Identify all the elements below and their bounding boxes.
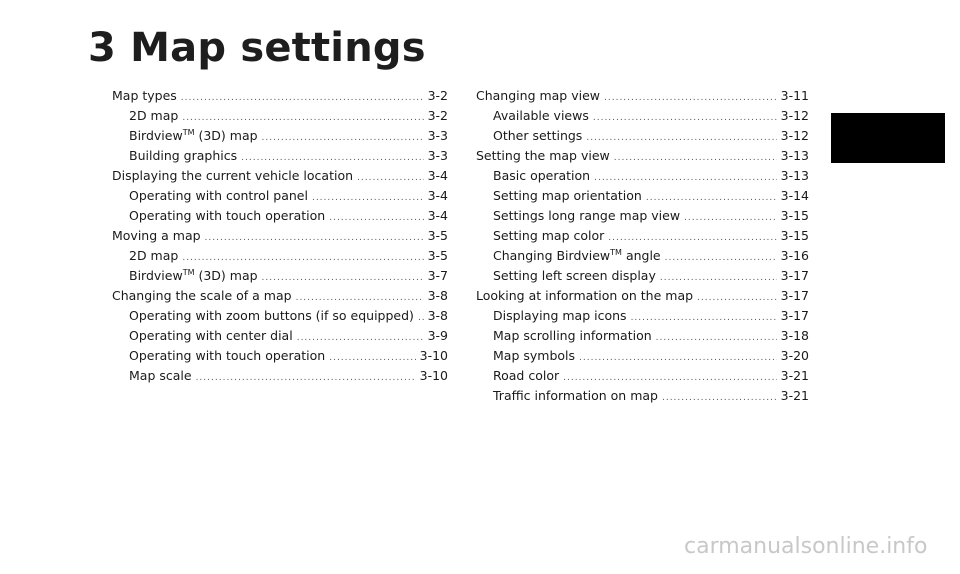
dot-leader: [262, 128, 424, 148]
toc-entry-text: Looking at information on the map: [476, 288, 694, 303]
toc-page-number: 3-15: [780, 228, 809, 243]
toc-entry-label: [493, 306, 627, 326]
toc-page-number: 3-8: [427, 308, 448, 323]
dot-leader: [665, 248, 777, 268]
dot-leader: [604, 88, 777, 108]
toc-page-number: 3-13: [780, 168, 809, 183]
toc-entry-label: [493, 126, 582, 146]
chapter-tab-marker: [831, 113, 945, 163]
toc-subentry[interactable]: [476, 246, 809, 266]
dot-leader: [594, 168, 777, 188]
toc-page-number: 3-5: [427, 248, 448, 263]
toc-subentry[interactable]: [476, 386, 809, 406]
toc-entry-text: Birdview: [129, 268, 183, 283]
toc-subentry[interactable]: [112, 346, 448, 366]
toc-page-number: 3-10: [419, 368, 448, 383]
toc-page-number: 3-2: [427, 88, 448, 103]
toc-entry-label: [493, 366, 559, 386]
toc-page-number: 3-15: [780, 208, 809, 223]
toc-page-number: 3-17: [780, 268, 809, 283]
dot-leader: [608, 228, 776, 248]
toc-page-number: 3-9: [427, 328, 448, 343]
toc-subentry[interactable]: [112, 326, 448, 346]
toc-subentry[interactable]: [476, 326, 809, 346]
toc-entry-label: [112, 166, 353, 186]
toc-right-column: [476, 86, 809, 406]
toc-entry-text: 2D map: [129, 248, 179, 263]
toc-entry-text: Operating with touch operation: [129, 208, 326, 223]
toc-entry-text: Road color: [493, 368, 560, 383]
toc-page-number: 3-17: [780, 288, 809, 303]
toc-page-number: 3-13: [780, 148, 809, 163]
toc-page-number: 3-3: [427, 148, 448, 163]
toc-page-number: 3-7: [427, 268, 448, 283]
toc-entry-text: Map scrolling information: [493, 328, 652, 343]
dot-leader: [357, 168, 424, 188]
toc-subentry[interactable]: [112, 126, 448, 146]
toc-entry-text: Changing Birdview: [493, 248, 611, 263]
toc-page-number: 3-21: [780, 368, 809, 383]
toc-entry-label: [129, 126, 258, 146]
toc-entry-text: Operating with center dial: [129, 328, 293, 343]
dot-leader: [297, 328, 424, 348]
toc-page-number: 3-16: [780, 248, 809, 263]
dot-leader: [329, 348, 415, 368]
toc-page-number: 3-2: [427, 108, 448, 123]
toc-entry-text: Setting left screen display: [493, 268, 656, 283]
toc-entry-text: Traffic information on map: [493, 388, 658, 403]
toc-entry-label: [493, 106, 589, 126]
dot-leader: [684, 208, 777, 228]
toc-subentry[interactable]: [476, 346, 809, 366]
toc-entry-text: Operating with touch operation: [129, 348, 326, 363]
toc-entry-text: Setting the map view: [476, 148, 610, 163]
dot-leader: [182, 248, 423, 268]
toc-page-number: 3-5: [427, 228, 448, 243]
toc-entry-text: Map types: [112, 88, 177, 103]
toc-entry-text: 2D map: [129, 108, 179, 123]
toc-entry-text: Displaying the current vehicle location: [112, 168, 354, 183]
toc-entry-text: Map scale: [129, 368, 192, 383]
toc-entry-label: [129, 366, 192, 386]
toc-subentry[interactable]: [476, 106, 809, 126]
toc-subentry[interactable]: [112, 366, 448, 386]
toc-subentry[interactable]: [112, 246, 448, 266]
toc-page-number: 3-3: [427, 128, 448, 143]
toc-entry-text: Map symbols: [493, 348, 576, 363]
toc-entry-text: Moving a map: [112, 228, 201, 243]
toc-subentry[interactable]: [112, 206, 448, 226]
dot-leader: [296, 288, 424, 308]
dot-leader: [614, 148, 777, 168]
toc-page-number: 3-18: [780, 328, 809, 343]
toc-entry-label: [493, 326, 652, 346]
toc-subentry[interactable]: [476, 126, 809, 146]
dot-leader: [579, 348, 777, 368]
toc-entry-label: [493, 386, 658, 406]
toc-entry-label: [493, 226, 604, 246]
toc-entry[interactable]: [112, 166, 448, 186]
toc-entry-label: [493, 246, 661, 266]
dot-leader: [312, 188, 424, 208]
toc-subentry[interactable]: [476, 166, 809, 186]
toc-entry-label: [129, 146, 237, 166]
toc-entry[interactable]: [112, 286, 448, 306]
toc-subentry[interactable]: [112, 306, 448, 326]
toc-entry-text: Operating with zoom buttons (if so equipped): [129, 308, 414, 323]
dot-leader: [660, 268, 777, 288]
toc-entry-text: Available views: [493, 108, 589, 123]
toc-entry-label: [493, 206, 680, 226]
toc-entry-label: [129, 246, 178, 266]
dot-leader: [262, 268, 424, 288]
toc-entry-label: [129, 306, 414, 326]
dot-leader: [697, 288, 777, 308]
toc-entry-label: [129, 106, 178, 126]
toc-page-number: 3-4: [427, 188, 448, 203]
dot-leader: [182, 108, 423, 128]
toc-entry[interactable]: [112, 226, 448, 246]
toc-left-column: [112, 86, 448, 386]
toc-entry-label: [129, 266, 258, 286]
toc-subentry[interactable]: [476, 266, 809, 286]
toc-page-number: 3-20: [780, 348, 809, 363]
toc-entry-label: [112, 286, 292, 306]
toc-entry-text: Setting map orientation: [493, 188, 642, 203]
toc-entry-label: [129, 186, 308, 206]
toc-page-number: 3-17: [780, 308, 809, 323]
watermark: carmanualsonline.info: [684, 534, 928, 559]
toc-entry-text: Other settings: [493, 128, 583, 143]
toc-entry[interactable]: [476, 146, 809, 166]
dot-leader: [205, 228, 424, 248]
toc-subentry[interactable]: [476, 226, 809, 246]
trademark-mark: TM: [610, 248, 622, 257]
dot-leader: [656, 328, 777, 348]
toc-entry[interactable]: [476, 86, 809, 106]
toc-page-number: 3-4: [427, 208, 448, 223]
toc-entry-label: [493, 186, 642, 206]
toc-subentry[interactable]: [476, 306, 809, 326]
toc-entry-text: Birdview: [129, 128, 183, 143]
toc-subentry[interactable]: [112, 186, 448, 206]
toc-entry-label: [493, 346, 575, 366]
dot-leader: [593, 108, 777, 128]
dot-leader: [418, 308, 424, 328]
toc-entry-label: [112, 86, 177, 106]
dot-leader: [181, 88, 424, 108]
toc-entry-label: [493, 166, 590, 186]
toc-entry-label: [476, 286, 693, 306]
toc-entry-label: [129, 206, 325, 226]
dot-leader: [563, 368, 777, 388]
dot-leader: [329, 208, 423, 228]
toc-entry[interactable]: [112, 86, 448, 106]
toc-entry-text: Operating with control panel: [129, 188, 308, 203]
toc-page-number: 3-21: [780, 388, 809, 403]
toc-entry-label: [476, 146, 610, 166]
toc-subentry[interactable]: [112, 266, 448, 286]
toc-page-number: 3-10: [419, 348, 448, 363]
dot-leader: [662, 388, 777, 408]
toc-entry-text: Setting map color: [493, 228, 605, 243]
toc-page-number: 3-8: [427, 288, 448, 303]
toc-entry-label: [129, 326, 293, 346]
toc-entry-text: Changing the scale of a map: [112, 288, 292, 303]
toc-entry-label: [129, 346, 325, 366]
toc-page-number: 3-11: [780, 88, 809, 103]
toc-subentry[interactable]: [112, 146, 448, 166]
toc-entry[interactable]: [476, 286, 809, 306]
toc-subentry[interactable]: [476, 366, 809, 386]
toc-entry-text: Basic operation: [493, 168, 591, 183]
trademark-mark: TM: [182, 268, 195, 277]
toc-entry-text: Displaying map icons: [493, 308, 627, 323]
toc-page-number: 3-12: [780, 108, 809, 123]
toc-page-number: 3-12: [780, 128, 809, 143]
dot-leader: [586, 128, 776, 148]
toc-entry-text: Building graphics: [129, 148, 238, 163]
toc-entry-label: [112, 226, 201, 246]
dot-leader: [241, 148, 423, 168]
toc-entry-label: [493, 266, 656, 286]
dot-leader: [631, 308, 777, 328]
chapter-title: 3 Map settings: [88, 25, 426, 71]
toc-entry-text-suffix: angle: [621, 248, 661, 263]
toc-entry-text: Settings long range map view: [493, 208, 681, 223]
dot-leader: [646, 188, 777, 208]
toc-subentry[interactable]: [476, 186, 809, 206]
toc-entry-label: [476, 86, 600, 106]
trademark-mark: TM: [182, 128, 195, 137]
toc-subentry[interactable]: [112, 106, 448, 126]
toc-page-number: 3-4: [427, 168, 448, 183]
toc-entry-text-suffix: (3D) map: [194, 128, 258, 143]
toc-entry-text: Changing map view: [476, 88, 600, 103]
toc-subentry[interactable]: [476, 206, 809, 226]
toc-entry-text-suffix: (3D) map: [194, 268, 258, 283]
dot-leader: [196, 368, 416, 388]
toc-page-number: 3-14: [780, 188, 809, 203]
